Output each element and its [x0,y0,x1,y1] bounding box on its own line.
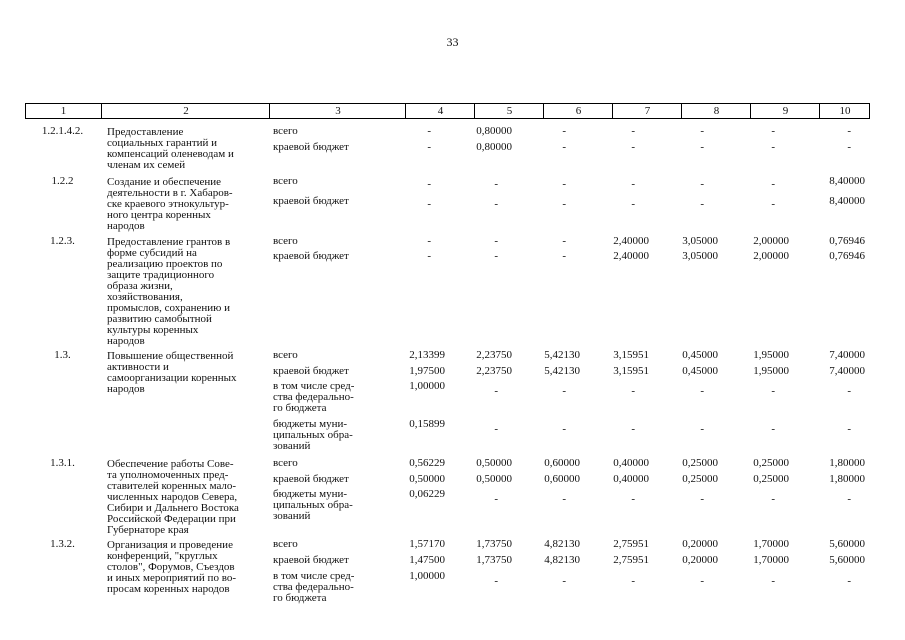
cell-value: - [771,385,775,397]
cell-value: - [771,493,775,505]
cell-value: 2,13399 [409,349,445,361]
cell-value: - [494,198,498,210]
cell-value: 0,76946 [829,250,865,262]
cell-value: 1,70000 [753,554,789,566]
cell-value: 1,57170 [409,538,445,550]
cell-value: 0,25000 [753,457,789,469]
cell-value: 8,40000 [829,175,865,187]
cell-value: 0,40000 [613,473,649,485]
cell-value: 1,95000 [753,365,789,377]
cell-value: - [427,125,431,137]
cell-value: - [427,141,431,153]
cell-value: 0,80000 [476,125,512,137]
row-name-line: культуры коренных [107,324,199,336]
cell-value: 0,50000 [476,457,512,469]
cell-value: 2,75951 [613,554,649,566]
row-name-line: Создание и обеспечение [107,176,222,188]
cell-value: - [562,125,566,137]
funding-source: в том числе сред- [273,380,355,392]
header-col-5: 5 [474,104,544,118]
cell-value: - [494,575,498,587]
cell-value: - [771,125,775,137]
funding-source: всего [273,125,298,137]
funding-source: краевой бюджет [273,554,349,566]
cell-value: - [631,125,635,137]
row-name-line: Организация и проведение [107,539,233,551]
cell-value: - [494,178,498,190]
header-col-2: 2 [101,104,270,118]
funding-source: зований [273,510,311,522]
header-col-6: 6 [543,104,613,118]
cell-value: 1,00000 [409,570,445,582]
cell-value: - [847,493,851,505]
funding-source: бюджеты муни- [273,418,348,430]
row-name-line: Повышение общественной [107,350,234,362]
cell-value: 3,15951 [613,349,649,361]
cell-value: - [562,178,566,190]
header-col-4: 4 [405,104,475,118]
row-name-line: и иных мероприятий по во- [107,572,236,584]
cell-value: 0,25000 [682,457,718,469]
cell-value: 2,23750 [476,349,512,361]
cell-value: 0,56229 [409,457,445,469]
row-name-line: форме субсидий на [107,247,197,259]
cell-value: - [562,385,566,397]
cell-value: 2,00000 [753,250,789,262]
funding-source: всего [273,457,298,469]
cell-value: 3,05000 [682,250,718,262]
cell-value: 0,25000 [753,473,789,485]
table-header [25,103,870,119]
row-code: 1.3. [54,349,71,361]
row-code: 1.3.2. [50,538,75,550]
cell-value: 0,76946 [829,235,865,247]
cell-value: - [847,385,851,397]
cell-value: 4,82130 [544,538,580,550]
row-name-line: ного центра коренных [107,209,211,221]
row-name-line: Российской Федерации при [107,513,236,525]
row-name-line: ставителей коренных мало- [107,480,237,492]
cell-value: 2,40000 [613,250,649,262]
row-name-line: защите традиционного [107,269,215,281]
cell-value: - [427,250,431,262]
cell-value: - [427,235,431,247]
funding-source: краевой бюджет [273,365,349,377]
cell-value: - [631,423,635,435]
cell-value: 1,73750 [476,538,512,550]
funding-source: зований [273,440,311,452]
funding-source: всего [273,175,298,187]
funding-source: ципальных обра- [273,499,353,511]
cell-value: - [562,575,566,587]
row-name-line: конференций, "круглых [107,550,218,562]
cell-value: 2,40000 [613,235,649,247]
cell-value: - [631,141,635,153]
cell-value: 1,80000 [829,457,865,469]
cell-value: 2,00000 [753,235,789,247]
cell-value: - [631,178,635,190]
cell-value: 1,00000 [409,380,445,392]
row-name-line: народов [107,220,145,232]
page-number: 33 [446,35,459,49]
cell-value: 0,50000 [409,473,445,485]
cell-value: - [562,250,566,262]
cell-value: - [771,178,775,190]
cell-value: 1,97500 [409,365,445,377]
row-code: 1.2.2 [51,175,74,187]
cell-value: - [562,198,566,210]
cell-value: - [771,198,775,210]
funding-source: всего [273,235,298,247]
cell-value: - [700,178,704,190]
cell-value: 5,42130 [544,349,580,361]
row-code: 1.2.3. [50,235,75,247]
row-code: 1.3.1. [50,457,75,469]
cell-value: - [562,423,566,435]
cell-value: 0,25000 [682,473,718,485]
row-name-line: активности и [107,361,169,373]
cell-value: - [427,198,431,210]
row-name-line: народов [107,335,145,347]
cell-value: - [700,125,704,137]
funding-source: го бюджета [273,402,327,414]
cell-value: 0,40000 [613,457,649,469]
cell-value: - [771,423,775,435]
funding-source: всего [273,349,298,361]
cell-value: 5,60000 [829,554,865,566]
funding-source: ципальных обра- [273,429,353,441]
cell-value: - [771,575,775,587]
row-name-line: ске краевого этнокультур- [107,198,229,210]
cell-value: - [562,493,566,505]
cell-value: - [494,423,498,435]
row-code: 1.2.1.4.2. [41,125,84,137]
cell-value: - [562,235,566,247]
funding-source: ства федерально- [273,391,354,403]
cell-value: 0,60000 [544,457,580,469]
cell-value: - [494,250,498,262]
cell-value: - [847,575,851,587]
funding-source: всего [273,538,298,550]
funding-source: в том числе сред- [273,570,355,582]
header-col-9: 9 [750,104,820,118]
cell-value: - [700,493,704,505]
cell-value: 0,45000 [682,365,718,377]
cell-value: 3,15951 [613,365,649,377]
cell-value: - [847,141,851,153]
funding-source: краевой бюджет [273,473,349,485]
cell-value: - [562,141,566,153]
cell-value: - [631,385,635,397]
cell-value: - [771,141,775,153]
cell-value: 1,73750 [476,554,512,566]
cell-value: - [700,141,704,153]
cell-value: 1,47500 [409,554,445,566]
row-name-line: Предоставление грантов в [107,236,231,248]
cell-value: 0,50000 [476,473,512,485]
header-col-3: 3 [269,104,406,118]
funding-source: краевой бюджет [273,250,349,262]
row-name-line: просам коренных народов [107,583,230,595]
cell-value: 5,60000 [829,538,865,550]
row-name-line: столов", Форумов, Съездов [107,561,235,573]
cell-value: - [494,235,498,247]
header-col-1: 1 [60,105,67,117]
funding-source: краевой бюджет [273,195,349,207]
header-col-7: 7 [612,104,682,118]
row-name-line: Предоставление [107,126,184,138]
header-col-8: 8 [681,104,751,118]
row-name-line: развитию самобытной [107,313,212,325]
cell-value: 0,20000 [682,554,718,566]
cell-value: - [494,493,498,505]
row-name-line: та уполномоченных пред- [107,469,229,481]
cell-value: - [427,178,431,190]
cell-value: 0,45000 [682,349,718,361]
cell-value: - [847,125,851,137]
row-name-line: народов [107,383,145,395]
row-name-line: социальных гарантий и [107,137,218,149]
row-name-line: Обеспечение работы Сове- [107,458,234,470]
cell-value: 0,15899 [409,418,445,430]
cell-value: 1,80000 [829,473,865,485]
cell-value: 7,40000 [829,349,865,361]
cell-value: 1,70000 [753,538,789,550]
cell-value: - [700,198,704,210]
row-name-line: промыслов, сохранению и [107,302,230,314]
cell-value: 3,05000 [682,235,718,247]
row-name-line: численных народов Севера, [107,491,238,503]
cell-value: 1,95000 [753,349,789,361]
funding-source: бюджеты муни- [273,488,348,500]
cell-value: 0,80000 [476,141,512,153]
cell-value: - [631,493,635,505]
cell-value: 0,20000 [682,538,718,550]
cell-value: 0,06229 [409,488,445,500]
funding-source: го бюджета [273,592,327,604]
cell-value: 2,23750 [476,365,512,377]
funding-source: ства федерально- [273,581,354,593]
cell-value: 8,40000 [829,195,865,207]
cell-value: - [847,423,851,435]
funding-source: краевой бюджет [273,141,349,153]
row-name-line: реализацию проектов по [107,258,223,270]
cell-value: 5,42130 [544,365,580,377]
row-name-line: хозяйствования, [107,291,183,303]
row-name-line: Губернаторе края [107,524,189,536]
cell-value: 2,75951 [613,538,649,550]
header-col-10: 10 [819,104,870,118]
cell-value: - [700,385,704,397]
cell-value: 7,40000 [829,365,865,377]
cell-value: 4,82130 [544,554,580,566]
row-name-line: самоорганизации коренных [107,372,237,384]
cell-value: - [494,385,498,397]
row-name-line: компенсаций оленеводам и [107,148,234,160]
row-name-line: деятельности в г. Хабаров- [107,187,233,199]
cell-value: - [631,198,635,210]
cell-value: 0,60000 [544,473,580,485]
row-name-line: членам их семей [107,159,186,171]
cell-value: - [631,575,635,587]
cell-value: - [700,423,704,435]
row-name-line: Сибири и Дальнего Востока [107,502,239,514]
row-name-line: образа жизни, [107,280,173,292]
cell-value: - [700,575,704,587]
